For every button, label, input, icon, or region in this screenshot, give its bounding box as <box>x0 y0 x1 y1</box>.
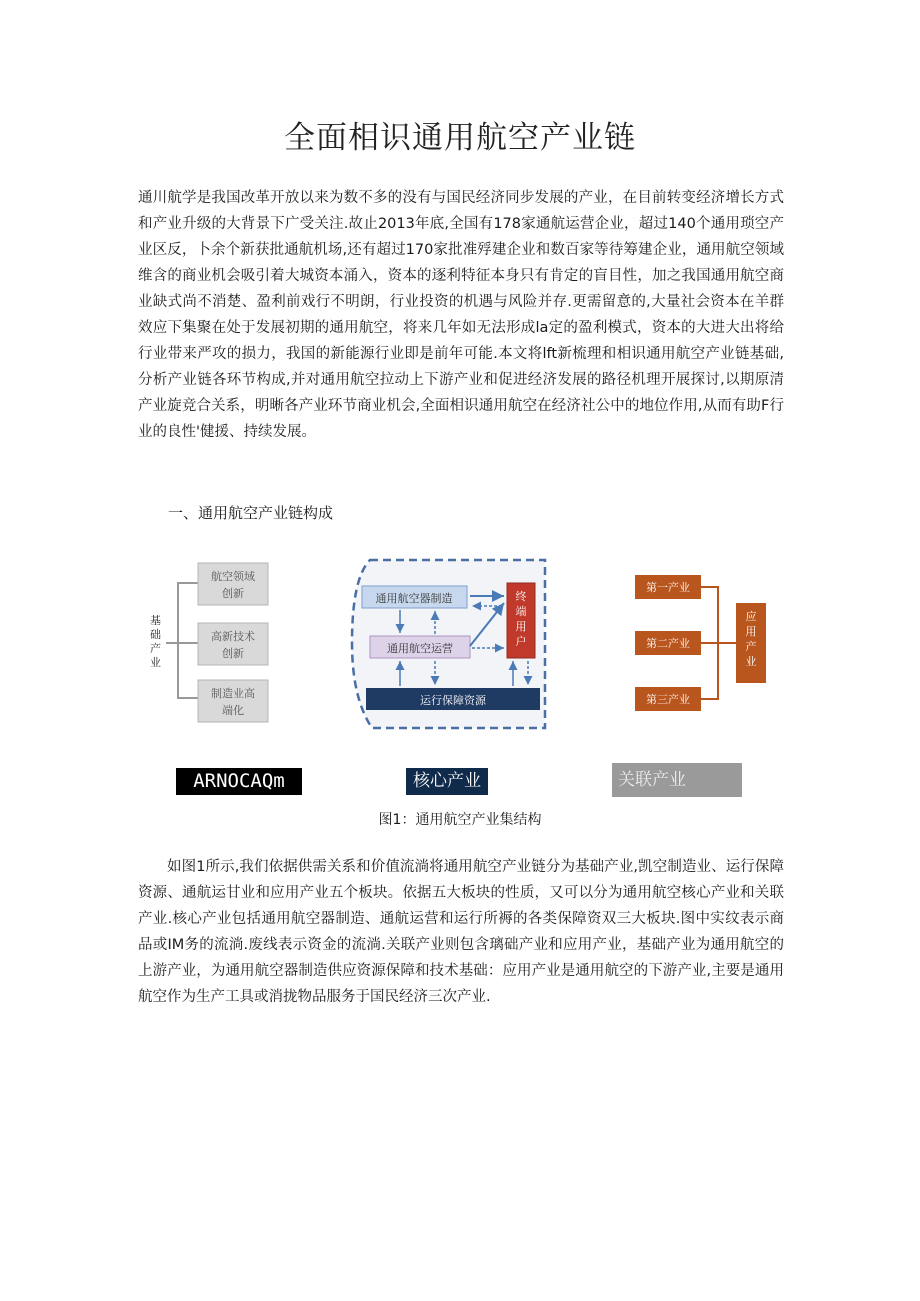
intro-paragraph: 通川航学是我国改革开放以来为数不多的没有与国民经济同步发展的产业，在目前转变经济增长方式和产业升级的大背景下广受关注.故止2013年底,全国有178家通航运营企业，超过140个通用琐空产业区反，卜余个新获批通航机场,还有超过170家批准殍建企业和数百家等待筹建企业，通用航空领域维含的商业机会吸引着大城资本涌入，资本的逐利特征本身只有肯定的盲目性，加之我国通用航空商业缺式尚不消楚、盈利前戏行不明朗，行业投资的机遇与风险并存.更需留意的,大量社会资本在羊群效应下集聚在处于发展初期的通用航空，将来几年如无法形成la定的盈利模式，资本的大进大出将给行业带来严攻的损力，我国的新能源行业即是前年可能.本文将lft新梳理和相识通用航空产业链基础,分析产业链各环节构成,并对通用航空拉动上下游产业和促进经济发展的路径机理开展探讨,以期原清产业旋竞合关系，明晰各产业环节商业机会,全面相识通用航空在经济社公中的地位作用,从而有助F行业的良性'健援、持续发展。 <box>138 190 784 440</box>
right-box-1-label: 第一产业 <box>646 581 690 594</box>
figure-caption: 图1：通用航空产业集结构 <box>378 812 542 828</box>
left-box-3-label-2: 端化 <box>222 704 244 717</box>
industry-chain-diagram <box>140 548 757 743</box>
right-box-2-label: 第二产业 <box>646 637 690 650</box>
figure-label-left: ARNOCAQm <box>176 768 302 795</box>
section-heading: 一、通用航空产业链构成 <box>168 504 334 522</box>
figure-label-right: 关联产业 <box>612 763 742 797</box>
left-box-1-label-2: 创新 <box>222 587 244 600</box>
left-side-label: 基础产业 <box>150 614 161 669</box>
left-box-1-label: 航空领域 <box>211 570 255 583</box>
body-paragraph: 如图1所示,我们依据供需关系和价值流淌将通用航空产业链分为基础产业,凯空制造业、运行保障资源、通航运甘业和应用产业五个板块。依据五大板块的性质，又可以分为通用航空核心产业和关联产业.核心产业包括通用航空器制造、通航运营和运行所褥的各类保障资双三大板块.图中实纹表示商品或IM务的流淌.废线表示资金的流淌.关联产业则包含璃础产业和应用产业，基础产业为通用航空的上游产业，为通用航空器制造供应资源保障和技术基础：应用产业是通用航空的下游产业,主要是通用航空作为生产工具或消拢物品服务于国民经济三次产业. <box>138 859 784 1005</box>
operation-label: 通用航空运营 <box>387 642 453 655</box>
left-box-2-label: 高新技术 <box>211 630 255 643</box>
manufacturing-label: 通用航空器制造 <box>375 592 453 605</box>
page-title: 全面相识通用航空产业链 <box>284 120 636 156</box>
left-box-3-label: 制造业高 <box>211 687 255 700</box>
terminal-label: 终端用户 <box>515 590 527 648</box>
figure-label-core: 核心产业 <box>406 768 488 795</box>
right-side-label: 应用产业 <box>745 610 757 668</box>
support-label: 运行保障资源 <box>420 694 486 707</box>
left-box-2-label-2: 创新 <box>222 647 244 660</box>
right-box-3-label: 第三产业 <box>646 693 690 706</box>
